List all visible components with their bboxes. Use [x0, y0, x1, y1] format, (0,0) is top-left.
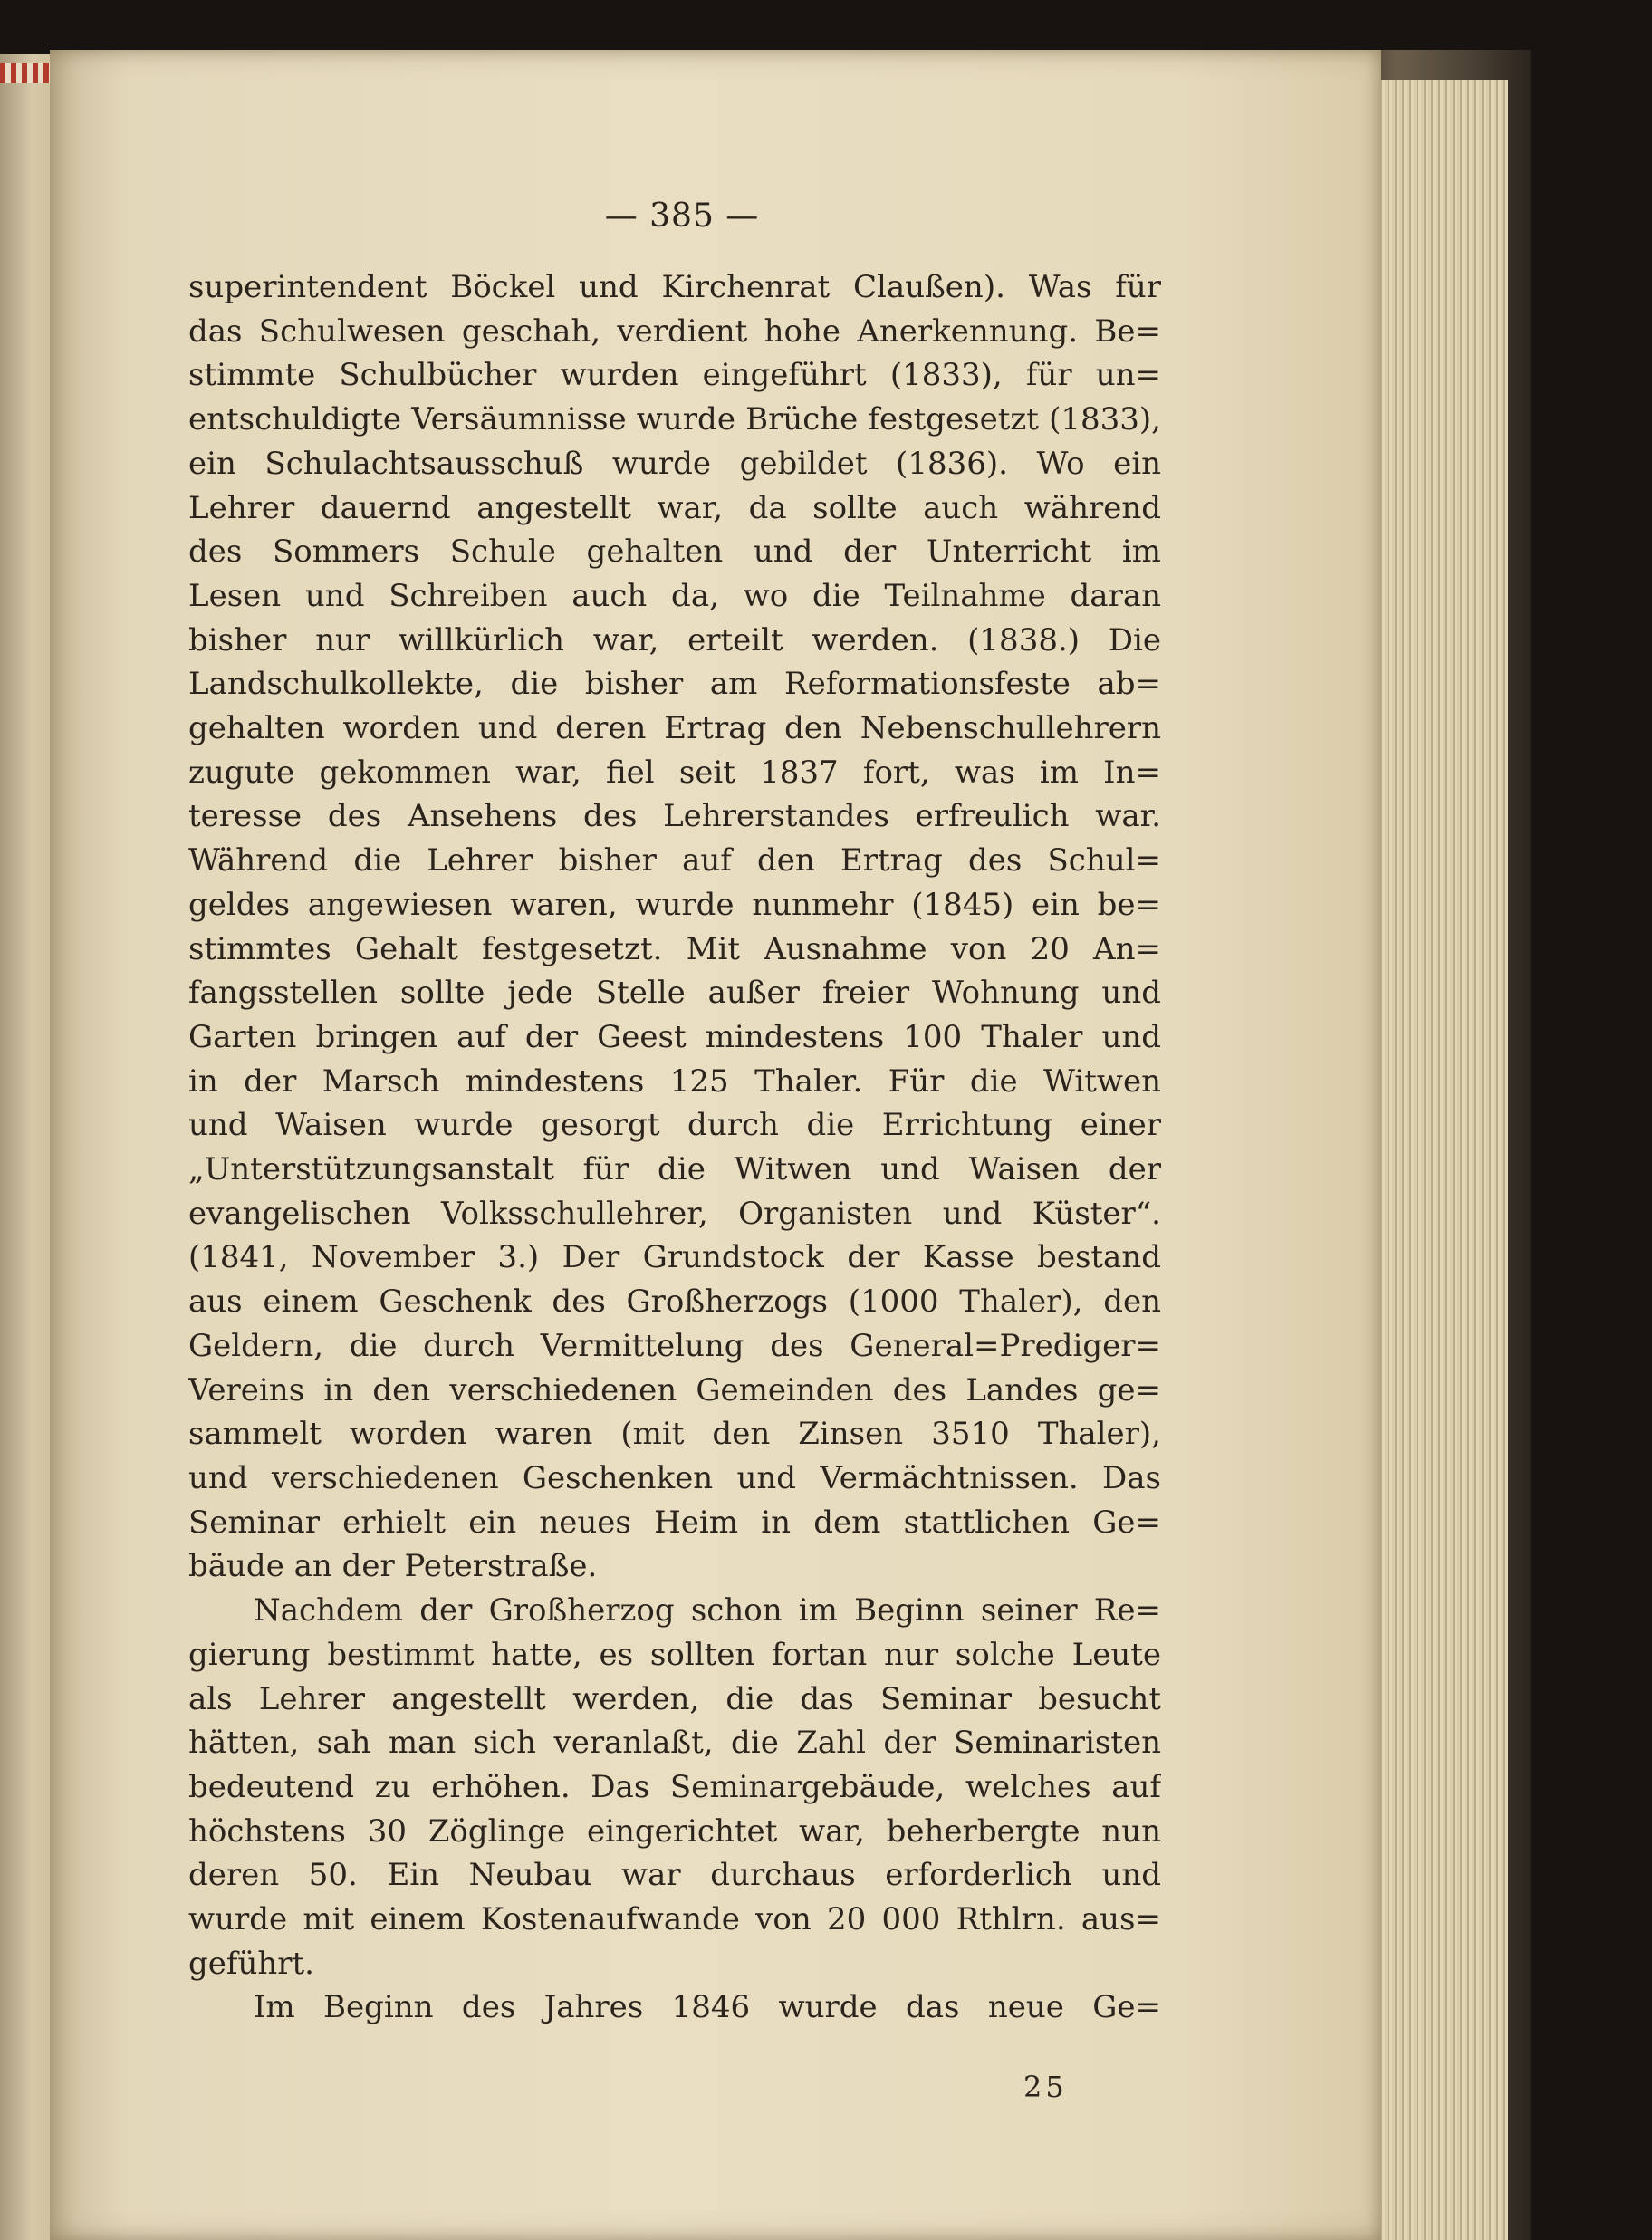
text-line: stimmte Schulbücher wurden eingeführt (1833), für un=: [188, 357, 1161, 394]
signature-mark: 25: [1023, 2070, 1068, 2104]
text-line: stimmtes Gehalt festgesetzt. Mit Ausnahme von 20 An=: [188, 930, 1161, 967]
text-line: bisher nur willkürlich war, erteilt werden. (1838.) Die: [188, 621, 1161, 659]
text-line: aus einem Geschenk des Großherzogs (1000 Thaler), den: [188, 1283, 1161, 1321]
text-line: „Unterstützungsanstalt für die Witwen und Waisen der: [188, 1151, 1161, 1188]
text-line: Geldern, die durch Vermittelung des General=Prediger=: [188, 1327, 1161, 1364]
text-line: gehalten worden und deren Ertrag den Nebenschullehrern: [188, 710, 1161, 747]
text-line: Im Beginn des Jahres 1846 wurde das neue Ge=: [254, 1989, 1161, 2026]
text-line: bäude an der Peterstraße.: [188, 1548, 598, 1585]
text-line: gierung bestimmt hatte, es sollten fortan nur solche Leute: [188, 1636, 1161, 1673]
text-line: (1841, November 3.) Der Grundstock der Kasse bestand: [188, 1239, 1161, 1276]
text-line: ein Schulachtsausschuß wurde gebildet (1836). Wo ein: [188, 445, 1161, 482]
text-line: fangsstellen sollte jede Stelle außer freier Wohnung und: [188, 975, 1161, 1012]
text-line: Nachdem der Großherzog schon im Beginn seiner Re=: [254, 1592, 1161, 1630]
text-line: Seminar erhielt ein neues Heim in dem stattlichen Ge=: [188, 1504, 1161, 1541]
text-line: höchstens 30 Zöglinge eingerichtet war, beherbergte nun: [188, 1812, 1161, 1850]
body-text: [188, 265, 1161, 2030]
text-line: und Waisen wurde gesorgt durch die Errichtung einer: [188, 1107, 1161, 1144]
text-line: superintendent Böckel und Kirchenrat Claußen). Was für: [188, 269, 1161, 305]
text-line: bedeutend zu erhöhen. Das Seminargebäude, welches auf: [188, 1768, 1161, 1805]
text-line: Lesen und Schreiben auch da, wo die Teilnahme daran: [188, 577, 1161, 614]
text-line: als Lehrer angestellt werden, die das Seminar besucht: [188, 1680, 1161, 1717]
text-line: in der Marsch mindestens 125 Thaler. Für die Witwen: [188, 1062, 1161, 1100]
text-line: des Sommers Schule gehalten und der Unterricht im: [188, 534, 1161, 571]
left-page-edge: [0, 54, 54, 2240]
text-line: teresse des Ansehens des Lehrerstandes erfreulich war.: [188, 798, 1161, 835]
text-line: evangelischen Volksschullehrer, Organisten und Küster“.: [188, 1195, 1161, 1232]
page-number: — 385 —: [604, 197, 760, 235]
text-line: Während die Lehrer bisher auf den Ertrag des Schul=: [188, 842, 1161, 880]
text-line: sammelt worden waren (mit den Zinsen 3510 Thaler),: [188, 1416, 1161, 1453]
text-line: Landschulkollekte, die bisher am Reformationsfeste ab=: [188, 666, 1161, 703]
text-line: geführt.: [188, 1945, 314, 1982]
text-line: Vereins in den verschiedenen Gemeinden des Landes ge=: [188, 1371, 1161, 1408]
text-line: geldes angewiesen waren, wurde nunmehr (1845) ein be=: [188, 886, 1161, 923]
text-line: und verschiedenen Geschenken und Vermächtnissen. Das: [188, 1459, 1161, 1496]
text-line: Lehrer dauernd angestellt war, da sollte auch während: [188, 489, 1161, 526]
text-line: hätten, sah man sich veranlaßt, die Zahl der Seminaristen: [188, 1725, 1161, 1762]
text-line: entschuldigte Versäumnisse wurde Brüche festgesetzt (1833),: [188, 401, 1161, 438]
text-line: Garten bringen auf der Geest mindestens 100 Thaler und: [188, 1018, 1161, 1055]
text-line: zugute gekommen war, fiel seit 1837 fort, was im In=: [188, 754, 1161, 791]
text-line: wurde mit einem Kostenaufwande von 20 000 Rthlrn. aus=: [188, 1901, 1161, 1938]
page-edges: [1363, 80, 1508, 2240]
text-line: das Schulwesen geschah, verdient hohe Anerkennung. Be=: [188, 312, 1161, 350]
text-line: deren 50. Ein Neubau war durchaus erforderlich und: [188, 1857, 1161, 1894]
